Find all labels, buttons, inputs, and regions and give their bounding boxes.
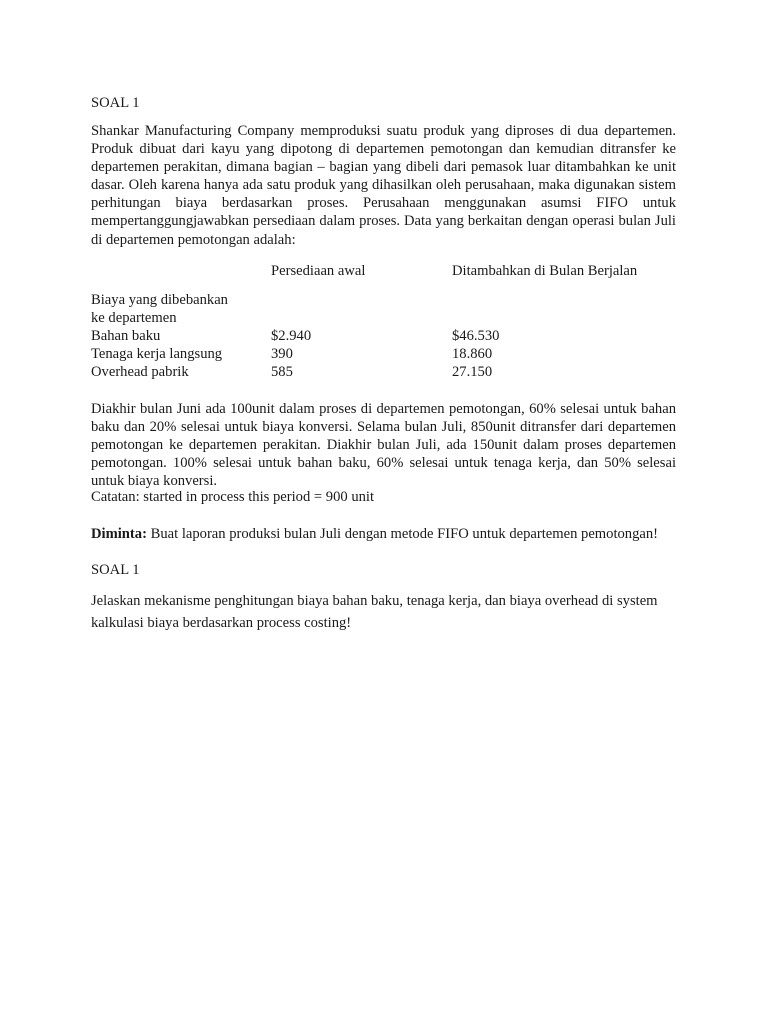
section2-question: Jelaskan mekanisme penghitungan biaya bahan baku, tenaga kerja, dan biaya overhead di system kalkulasi biaya berdasarkan process costing! bbox=[91, 593, 658, 631]
section1-heading: SOAL 1 bbox=[91, 95, 140, 111]
cost-table-row bbox=[91, 363, 676, 381]
section1-intro-paragraph: Shankar Manufacturing Company memproduksi suatu produk yang diproses di dua departemen. Produk dibuat dari kayu yang dipotong di departemen pemotongan dan kemudian ditransfer ke departemen perakitan, dimana bagian – bagian yang dibeli dari pemasok luar ditambahkan ke unit dasar. Oleh karena hanya ada satu produk yang dihasilkan oleh perusahaan, maka digunakan sistem perhitungan biaya berdasarkan proses. Perusahaan menggunakan asumsi FIFO untuk mempertanggungjawabkan persediaan dalam proses. Data yang berkaitan dengan operasi bulan Juli di departemen pemotongan adalah: bbox=[91, 123, 676, 248]
cost-table-header-beginning: Persediaan awal bbox=[271, 263, 366, 279]
section1-note: Catatan: started in process this period = 900 unit bbox=[91, 489, 375, 505]
cost-table-cell-added: 27.150 bbox=[452, 364, 493, 380]
section2-heading: SOAL 1 bbox=[91, 562, 140, 578]
request-text: Buat laporan produksi bulan Juli dengan metode FIFO untuk departemen pemotongan! bbox=[146, 526, 659, 542]
cost-table-cell-beginning: 585 bbox=[271, 364, 293, 380]
request-label: Diminta: bbox=[91, 526, 147, 542]
cost-table-header-row bbox=[91, 262, 676, 280]
cost-table-cell-label: Bahan baku bbox=[91, 328, 161, 344]
cost-table-header-added: Ditambahkan di Bulan Berjalan bbox=[452, 263, 638, 279]
cost-table-row bbox=[91, 345, 676, 363]
section1-detail-paragraph: Diakhir bulan Juni ada 100unit dalam proses di departemen pemotongan, 60% selesai untuk bahan baku dan 20% selesai untuk biaya konversi. Selama bulan Juli, 850unit ditransfer dari departemen pemotongan ke departemen perakitan. Diakhir bulan Juli, ada 150unit dalam proses departemen pemotongan. 100% selesai untuk bahan baku, 60% selesai untuk tenaga kerja, dan 50% selesai untuk biaya konversi. bbox=[91, 401, 676, 490]
cost-table-cell-label: Overhead pabrik bbox=[91, 364, 189, 380]
cost-table-group-label-1: Biaya yang dibebankan bbox=[91, 292, 228, 308]
cost-table-cell-label: Tenaga kerja langsung bbox=[91, 346, 223, 362]
cost-table-cell-beginning: $2.940 bbox=[271, 328, 312, 344]
cost-table-row bbox=[91, 327, 676, 345]
cost-table bbox=[91, 262, 676, 381]
cost-table-group-label-2: ke departemen bbox=[91, 310, 177, 326]
cost-table-cell-beginning: 390 bbox=[271, 346, 293, 362]
cost-table-cell-added: 18.860 bbox=[452, 346, 493, 362]
cost-table-cell-added: $46.530 bbox=[452, 328, 500, 344]
section1-request bbox=[91, 525, 676, 543]
